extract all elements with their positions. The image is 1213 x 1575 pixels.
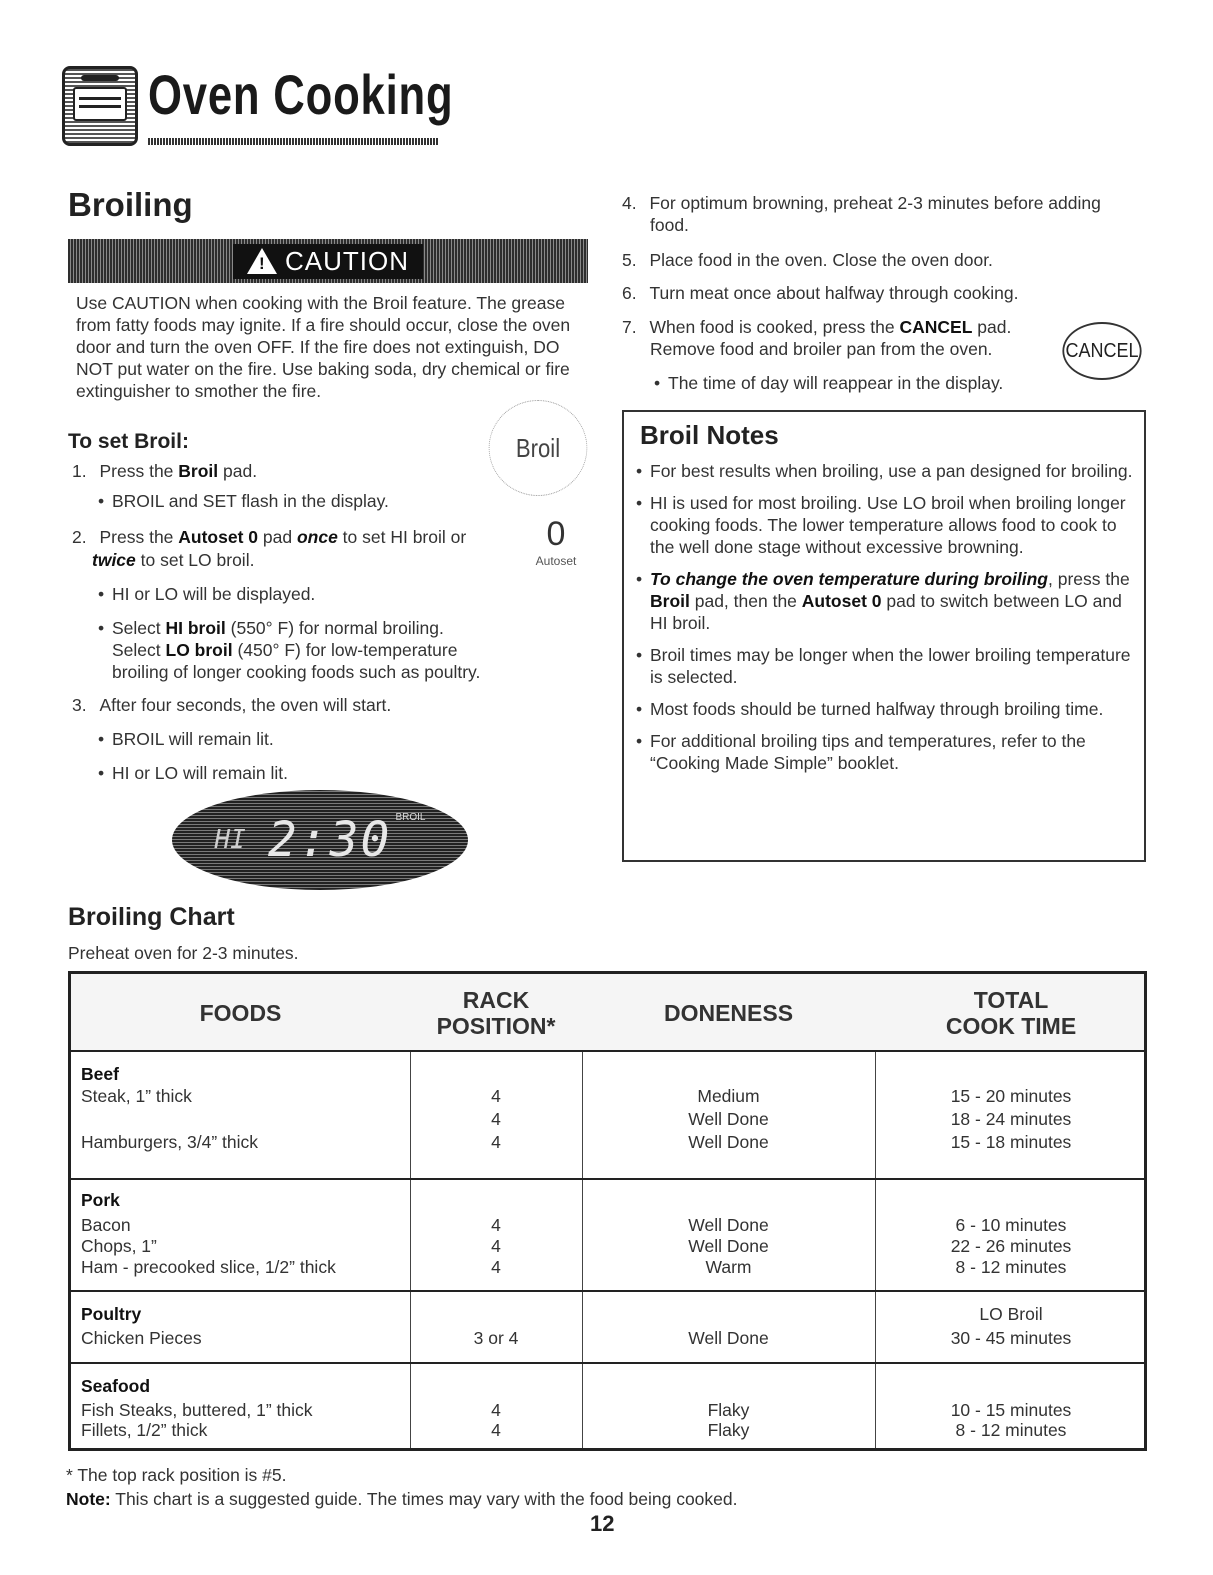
note-item: • Most foods should be turned halfway through broiling time. [650, 698, 1134, 720]
header-label: COOK TIME [945, 1013, 1077, 1039]
step-7-line2: Remove food and broiler pan from the oven. [650, 339, 993, 359]
doneness-cell: Well Done [688, 1132, 769, 1152]
step-text: pad. [218, 461, 258, 481]
rack-footnote: * The top rack position is #5. [66, 1465, 287, 1485]
time-cell: 15 - 20 minutes [950, 1086, 1072, 1106]
header-label: DONENESS [663, 1000, 794, 1026]
category-label: Pork [81, 1190, 120, 1210]
step-text: Press the [99, 527, 179, 547]
time-cell: 10 - 15 minutes [950, 1400, 1072, 1420]
rack-cell: 4 [491, 1257, 501, 1277]
time-cell: 30 - 45 minutes [950, 1328, 1072, 1348]
note-item [650, 568, 1134, 634]
display-time: 2:30 [267, 812, 392, 868]
step-emphasis: once [296, 527, 338, 547]
note-text: pad to switch between LO and HI broil. [650, 591, 1122, 633]
note-keyword: Autoset 0 [801, 591, 882, 611]
category-label: Poultry [81, 1304, 142, 1324]
note-item: • For best results when broiling, use a pan designed for broiling. [650, 460, 1134, 482]
header-foods [71, 974, 410, 1052]
note-label: Note: [66, 1489, 111, 1509]
header-rack-position [410, 974, 582, 1052]
note-text: This chart is a suggested guide. The times may vary with the food being cooked. [110, 1489, 738, 1509]
note-emphasis: To change the oven temperature during broiling [650, 569, 1048, 589]
header-cook-time [875, 974, 1147, 1052]
step-number: 6. [622, 283, 637, 303]
time-cell: 18 - 24 minutes [950, 1109, 1072, 1129]
broil-notes-title: Broil Notes [640, 420, 779, 450]
step-1-bullet: • BROIL and SET flash in the display. [112, 490, 389, 512]
step-4-line2: food. [650, 215, 689, 235]
header-doneness [582, 974, 875, 1052]
step-3-bullet-2: • HI or LO will remain lit. [112, 762, 288, 784]
step-2-bullet-2-line3: broiling of longer cooking foods such as poultry. [112, 662, 481, 682]
food-cell: Fish Steaks, buttered, 1” thick [81, 1400, 313, 1420]
cancel-pad-label: CANCEL [1065, 339, 1139, 362]
broil-notes-list [650, 460, 1134, 784]
category-label: Beef [81, 1064, 119, 1084]
autoset-label: Autoset [535, 554, 577, 568]
note-item: • Broil times may be longer when the lower broiling temperature is selected. [650, 644, 1134, 688]
note-text: pad, then the [689, 591, 802, 611]
display-mode: HI [214, 825, 246, 855]
food-cell: Chops, 1” [81, 1236, 157, 1256]
bullet-text: (550° F) for normal broiling. [225, 618, 444, 638]
step-5 [622, 249, 993, 271]
step-2 [72, 526, 502, 548]
food-cell: Chicken Pieces [81, 1328, 202, 1348]
step-text: pad. [972, 317, 1012, 337]
rack-cell: 4 [491, 1236, 501, 1256]
step-3-bullet-1: • BROIL will remain lit. [112, 728, 274, 750]
time-cell: 8 - 12 minutes [955, 1420, 1067, 1440]
broiling-chart-table [68, 971, 1147, 1451]
doneness-cell: Medium [697, 1086, 760, 1106]
autoset-digit: 0 [546, 515, 566, 553]
step-3 [72, 694, 391, 716]
bullet-text: Select [112, 640, 166, 660]
caution-text: Use CAUTION when cooking with the Broil feature. The grease from fatty foods may ignite. If a fire should occur, close the oven door and turn the oven OFF. If the fire does not extinguish, DO NOT put water on the fire. Use baking soda, dry chemical or fire extinguisher to smother the fire. [76, 293, 571, 401]
display-broil-indicator: BROIL [395, 812, 426, 823]
step-2-line2 [92, 549, 254, 571]
broiling-chart-subtitle: Preheat oven for 2-3 minutes. [68, 943, 299, 963]
rack-cell: 4 [491, 1086, 501, 1106]
table-group-poultry [71, 1292, 1144, 1364]
table-group-seafood [71, 1364, 1144, 1448]
rack-cell: 3 or 4 [473, 1328, 519, 1348]
broil-pad-illustration [489, 400, 588, 496]
header-label: FOODS [199, 1000, 282, 1026]
caution-label: CAUTION [285, 245, 409, 276]
time-cell: 22 - 26 minutes [950, 1236, 1072, 1256]
header-label: TOTAL [973, 987, 1049, 1013]
category-label: Seafood [81, 1376, 151, 1396]
broil-pad-label: Broil [515, 432, 561, 463]
step-keyword: Broil [178, 461, 219, 481]
step-2-bullet-1: • HI or LO will be displayed. [112, 583, 315, 605]
table-group-pork [71, 1180, 1144, 1292]
food-cell: Bacon [81, 1215, 131, 1235]
step-emphasis: twice [92, 550, 136, 570]
food-cell: Hamburgers, 3/4” thick [81, 1132, 259, 1152]
rack-cell: 4 [491, 1109, 501, 1129]
bullet-keyword: HI broil [165, 618, 226, 638]
bullet-text: (450° F) for low-temperature [232, 640, 458, 660]
page-title: Oven Cooking [148, 63, 454, 126]
oven-icon [62, 66, 138, 146]
rack-cell: 4 [491, 1132, 501, 1152]
page-number: 12 [590, 1511, 615, 1536]
food-cell: Fillets, 1/2” thick [81, 1420, 208, 1440]
step-7 [622, 316, 1011, 338]
step-1 [72, 460, 257, 482]
bullet-text: Select [112, 618, 166, 638]
step-2-bullet-2 [112, 617, 444, 639]
cancel-pad-illustration [1062, 322, 1141, 380]
step-text: Press the [99, 461, 179, 481]
step-number: 3. [72, 695, 87, 715]
step-text: After four seconds, the oven will start. [99, 695, 392, 715]
doneness-cell: Well Done [688, 1109, 769, 1129]
doneness-cell: Well Done [688, 1236, 769, 1256]
step-2-bullet-2-line2 [112, 639, 457, 661]
footnotes [66, 1463, 738, 1511]
step-4 [622, 192, 1101, 214]
step-number: 4. [622, 193, 637, 213]
doneness-cell: Well Done [688, 1215, 769, 1235]
step-number: 5. [622, 250, 637, 270]
time-note-cell: LO Broil [979, 1304, 1043, 1324]
doneness-cell: Well Done [688, 1328, 769, 1348]
rack-cell: 4 [491, 1215, 501, 1235]
step-text: to set LO broil. [135, 550, 255, 570]
time-cell: 15 - 18 minutes [950, 1132, 1072, 1152]
note-keyword: Broil [650, 591, 690, 611]
note-item: • For additional broiling tips and temperatures, refer to the “Cooking Made Simple” booklet. [650, 730, 1134, 774]
header-label: POSITION* [436, 1013, 556, 1039]
set-broil-heading: To set Broil: [68, 430, 189, 453]
step-keyword: Autoset 0 [178, 527, 259, 547]
step-text: Place food in the oven. Close the oven door. [649, 250, 993, 270]
step-text: to set HI broil or [337, 527, 467, 547]
doneness-cell: Flaky [707, 1420, 750, 1440]
step-7-bullet: • The time of day will reappear in the display. [668, 372, 1003, 394]
rack-cell: 4 [491, 1420, 501, 1440]
broiling-chart-heading: Broiling Chart [68, 903, 235, 931]
step-text: Turn meat once about halfway through cooking. [649, 283, 1019, 303]
step-number: 1. [72, 461, 87, 481]
broiling-heading: Broiling [68, 186, 193, 223]
step-text: For optimum browning, preheat 2-3 minutes before adding [649, 193, 1101, 213]
caution-banner [68, 239, 588, 283]
step-text: pad [258, 527, 297, 547]
autoset-key-illustration [526, 514, 586, 568]
oven-display [172, 790, 468, 890]
chart-note [66, 1487, 738, 1511]
doneness-cell: Flaky [707, 1400, 750, 1420]
header-label: RACK [462, 987, 530, 1013]
time-cell: 6 - 10 minutes [955, 1215, 1067, 1235]
step-6 [622, 282, 1019, 304]
step-number: 2. [72, 527, 87, 547]
table-header [71, 974, 1144, 1052]
step-keyword: CANCEL [899, 317, 973, 337]
doneness-cell: Warm [705, 1257, 752, 1277]
food-cell: Ham - precooked slice, 1/2” thick [81, 1257, 336, 1277]
note-text: , press the [1048, 569, 1130, 589]
bullet-keyword: LO broil [165, 640, 233, 660]
note-item: • HI is used for most broiling. Use LO broil when broiling longer cooking foods. The lower temperature allows food to cook to the well done stage without excessive browning. [650, 492, 1134, 558]
title-underline [148, 138, 438, 145]
step-number: 7. [622, 317, 637, 337]
time-cell: 8 - 12 minutes [955, 1257, 1067, 1277]
table-group-beef [71, 1052, 1144, 1180]
warning-icon [247, 248, 277, 274]
food-cell: Steak, 1” thick [81, 1086, 192, 1106]
rack-cell: 4 [491, 1400, 501, 1420]
step-text: When food is cooked, press the [649, 317, 900, 337]
